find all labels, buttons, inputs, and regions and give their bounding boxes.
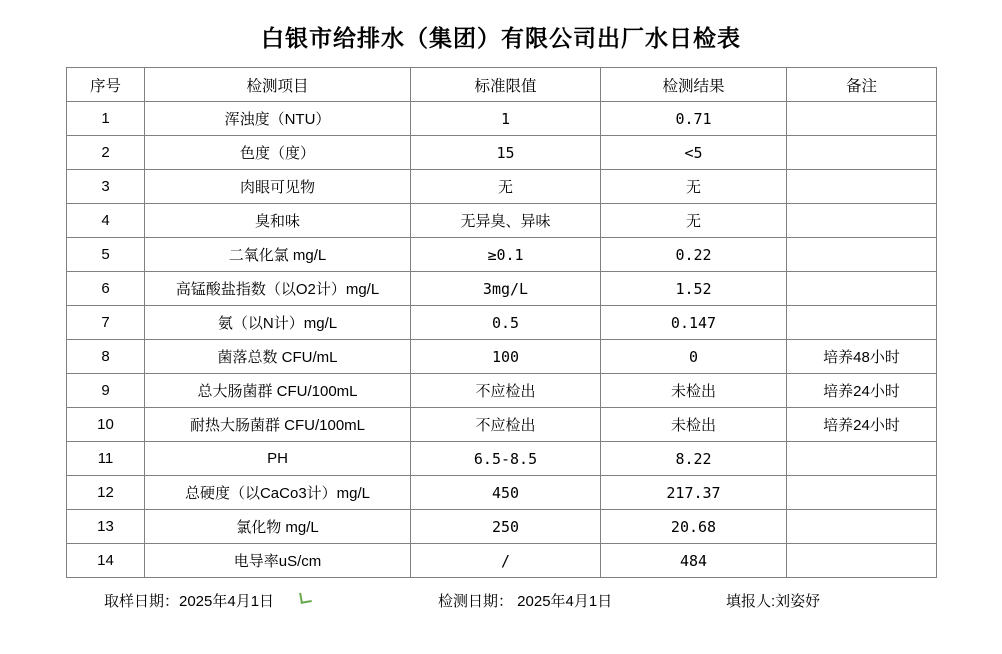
cell-no: 6 — [67, 272, 145, 306]
cell-remark — [787, 204, 937, 238]
cell-item: 肉眼可见物 — [145, 170, 411, 204]
cell-no: 3 — [67, 170, 145, 204]
cell-std: 无异臭、异味 — [411, 204, 601, 238]
cell-result: 0.147 — [601, 306, 787, 340]
cell-remark — [787, 544, 937, 578]
water-quality-table — [66, 67, 937, 578]
cell-item: 浑浊度（NTU） — [145, 102, 411, 136]
cell-remark — [787, 238, 937, 272]
cell-result: 20.68 — [601, 510, 787, 544]
cell-std: 3mg/L — [411, 272, 601, 306]
cell-std: 250 — [411, 510, 601, 544]
cell-remark — [787, 442, 937, 476]
cell-result: 0.22 — [601, 238, 787, 272]
table-row — [67, 408, 937, 442]
cell-no: 2 — [67, 136, 145, 170]
cell-result: <5 — [601, 136, 787, 170]
cell-no: 11 — [67, 442, 145, 476]
cell-no: 12 — [67, 476, 145, 510]
cell-std: 6.5-8.5 — [411, 442, 601, 476]
cell-item: 二氧化氯 mg/L — [145, 238, 411, 272]
cell-remark — [787, 136, 937, 170]
cell-result: 无 — [601, 170, 787, 204]
cell-no: 13 — [67, 510, 145, 544]
cell-no: 1 — [67, 102, 145, 136]
cell-std: 1 — [411, 102, 601, 136]
cell-remark — [787, 102, 937, 136]
cell-std: 不应检出 — [411, 408, 601, 442]
cell-std: 100 — [411, 340, 601, 374]
table-row — [67, 272, 937, 306]
check-mark-icon — [299, 591, 312, 604]
table-row — [67, 204, 937, 238]
cell-no: 10 — [67, 408, 145, 442]
cell-remark: 培养24小时 — [787, 374, 937, 408]
table-row — [67, 238, 937, 272]
cell-result: 8.22 — [601, 442, 787, 476]
table-row — [67, 544, 937, 578]
footer — [66, 590, 936, 618]
table-row — [67, 170, 937, 204]
cell-result: 无 — [601, 204, 787, 238]
testing-date-label: 检测日期： 2025年4月1日 — [438, 593, 613, 610]
cell-item: PH — [145, 442, 411, 476]
table-row — [67, 102, 937, 136]
cell-result: 484 — [601, 544, 787, 578]
table-row — [67, 136, 937, 170]
cell-no: 7 — [67, 306, 145, 340]
cell-remark — [787, 306, 937, 340]
cell-result: 0 — [601, 340, 787, 374]
cell-std: 450 — [411, 476, 601, 510]
table-header-row — [67, 68, 937, 102]
cell-remark: 培养24小时 — [787, 408, 937, 442]
column-header-remark: 备注 — [787, 68, 937, 102]
cell-remark — [787, 510, 937, 544]
cell-std: 不应检出 — [411, 374, 601, 408]
cell-item: 总硬度（以CaCo3计）mg/L — [145, 476, 411, 510]
table-row — [67, 442, 937, 476]
cell-no: 9 — [67, 374, 145, 408]
report-table-container — [66, 67, 936, 578]
cell-result: 1.52 — [601, 272, 787, 306]
cell-result: 未检出 — [601, 408, 787, 442]
cell-remark: 培养48小时 — [787, 340, 937, 374]
cell-item: 耐热大肠菌群 CFU/100mL — [145, 408, 411, 442]
cell-remark — [787, 272, 937, 306]
cell-remark — [787, 170, 937, 204]
cell-std: 0.5 — [411, 306, 601, 340]
cell-no: 4 — [67, 204, 145, 238]
cell-item: 臭和味 — [145, 204, 411, 238]
table-row — [67, 510, 937, 544]
cell-std: 15 — [411, 136, 601, 170]
cell-item: 高锰酸盐指数（以O2计）mg/L — [145, 272, 411, 306]
column-header-std: 标准限值 — [411, 68, 601, 102]
cell-result: 0.71 — [601, 102, 787, 136]
table-row — [67, 374, 937, 408]
table-row — [67, 476, 937, 510]
cell-item: 电导率uS/cm — [145, 544, 411, 578]
cell-std: ≥0.1 — [411, 238, 601, 272]
column-header-result: 检测结果 — [601, 68, 787, 102]
cell-no: 14 — [67, 544, 145, 578]
cell-result: 217.37 — [601, 476, 787, 510]
cell-std: 无 — [411, 170, 601, 204]
cell-result: 未检出 — [601, 374, 787, 408]
cell-item: 氨（以N计）mg/L — [145, 306, 411, 340]
sampling-date-label: 取样日期：2025年4月1日 — [104, 593, 275, 610]
cell-item: 总大肠菌群 CFU/100mL — [145, 374, 411, 408]
cell-no: 8 — [67, 340, 145, 374]
cell-no: 5 — [67, 238, 145, 272]
cell-item: 色度（度） — [145, 136, 411, 170]
table-row — [67, 306, 937, 340]
reporter-label: 填报人:刘姿妤 — [726, 593, 821, 610]
cell-std: / — [411, 544, 601, 578]
column-header-no: 序号 — [67, 68, 145, 102]
table-row — [67, 340, 937, 374]
page-title: 白银市给排水（集团）有限公司出厂水日检表 — [261, 25, 741, 51]
cell-remark — [787, 476, 937, 510]
column-header-item: 检测项目 — [145, 68, 411, 102]
cell-item: 菌落总数 CFU/mL — [145, 340, 411, 374]
cell-item: 氯化物 mg/L — [145, 510, 411, 544]
